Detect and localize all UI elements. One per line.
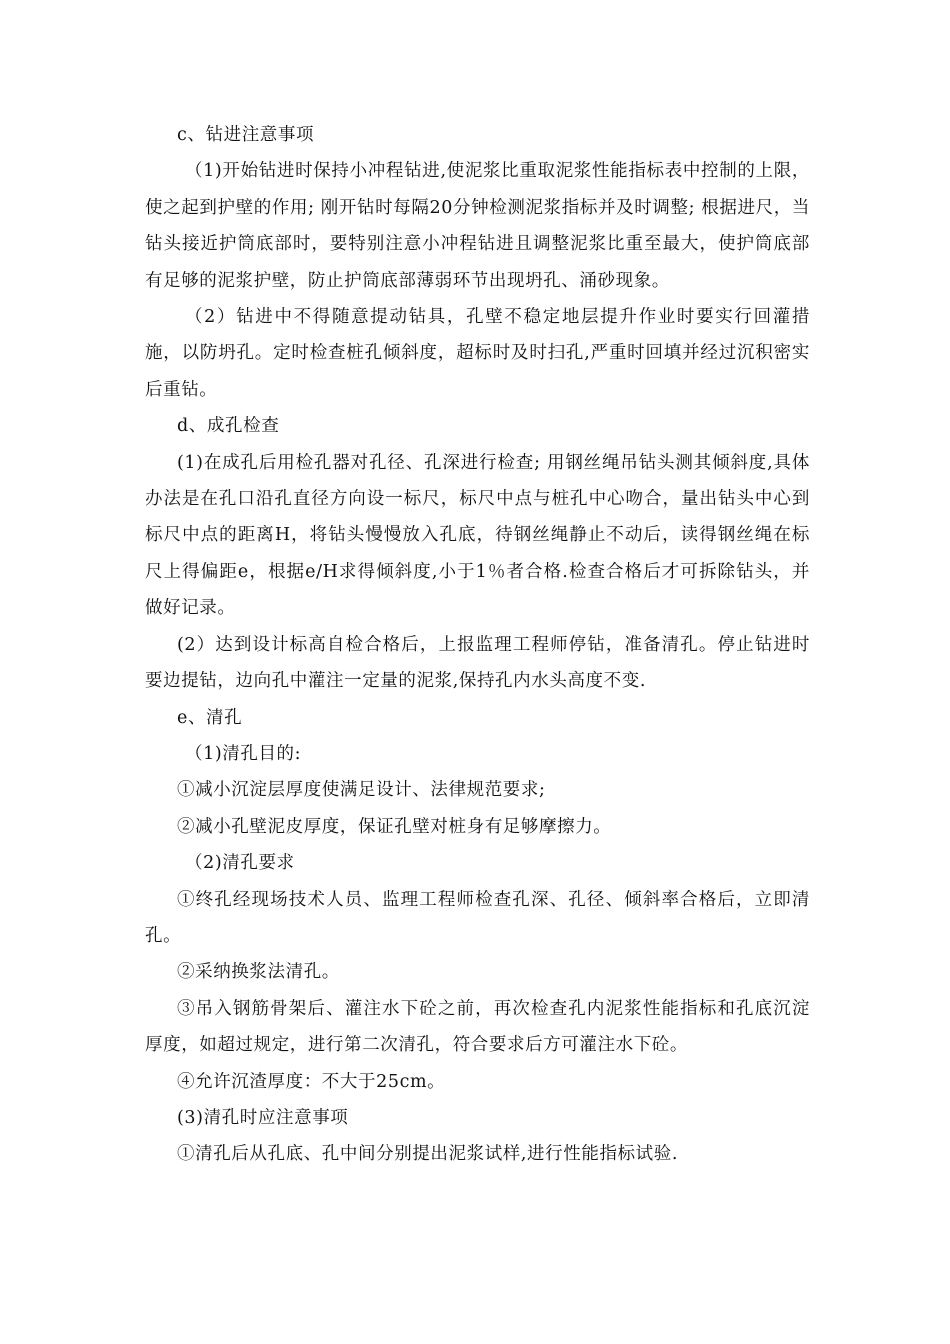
paragraph-d-2: (2）达到设计标高自检合格后，上报监理工程师停钻，准备清孔。停止钻进时要边提钻，边向孔中灌注一定量的泥浆,保持孔内水头高度不变. xyxy=(145,634,810,692)
section-heading-c: c、钻进注意事项 xyxy=(177,125,315,145)
section-heading-e: e、清孔 xyxy=(177,707,243,728)
section-heading-d: d、成孔检查 xyxy=(177,416,280,437)
paragraph-c-1: （1)开始钻进时保持小冲程钻进,使泥浆比重取泥浆性能指标表中控制的上限，使之起到护壁的作用; 刚开钻时每隔20分钟检测泥浆指标并及时调整; 根据进尺，当钻头接近护筒底部时，要特别注意小冲程钻进且调整泥浆比重至最大，使护筒底部有足够的泥浆护壁，防止护筒底部薄弱环节出现坍孔、涌砂现象。 xyxy=(145,161,810,291)
list-item-e-2-1: ①终孔经现场技术人员、监理工程师检查孔深、孔径、倾斜率合格后，立即清孔。 xyxy=(145,889,810,946)
subheading-e-2: （2)清孔要求 xyxy=(185,853,295,874)
document-body xyxy=(145,117,810,1173)
paragraph-d-1: (1)在成孔后用检孔器对孔径、孔深进行检查; 用钢丝绳吊钻头测其倾斜度,具体办法是在孔口沿孔直径方向设一标尺，标尺中点与桩孔中心吻合，量出钻头中心到标尺中点的距离H，将钻头慢慢放入孔底，待钢丝绳静止不动后，读得钢丝绳在标尺上得偏距e，根据e/H求得倾斜度,小于1％者合格.检查合格后才可拆除钻头，并做好记录。 xyxy=(145,452,810,619)
list-item-e-1-2: ②减小孔壁泥皮厚度，保证孔壁对桩身有足够摩擦力。 xyxy=(177,816,612,837)
paragraph-c-2: （2）钻进中不得随意提动钻具，孔壁不稳定地层提升作业时要实行回灌措施，以防坍孔。定时检查桩孔倾斜度，超标时及时扫孔,严重时回填并经过沉积密实后重钻。 xyxy=(145,307,810,400)
list-item-e-3-1: ①清孔后从孔底、孔中间分别提出泥浆试样,进行性能指标试验. xyxy=(177,1144,679,1165)
list-item-e-2-3: ③吊入钢筋骨架后、灌注水下砼之前，再次检查孔内泥浆性能指标和孔底沉淀厚度，如超过规定，进行第二次清孔，符合要求后方可灌注水下砼。 xyxy=(145,998,810,1056)
subheading-e-3: (3)清孔时应注意事项 xyxy=(177,1107,349,1128)
list-item-e-2-4: ④允许沉渣厚度：不大于25cm。 xyxy=(177,1071,446,1092)
list-item-e-1-1: ①减小沉淀层厚度使满足设计、法律规范要求; xyxy=(177,780,546,801)
subheading-e-1: （1)清孔目的: xyxy=(185,743,302,764)
list-item-e-2-2: ②采纳换浆法清孔。 xyxy=(177,962,340,983)
